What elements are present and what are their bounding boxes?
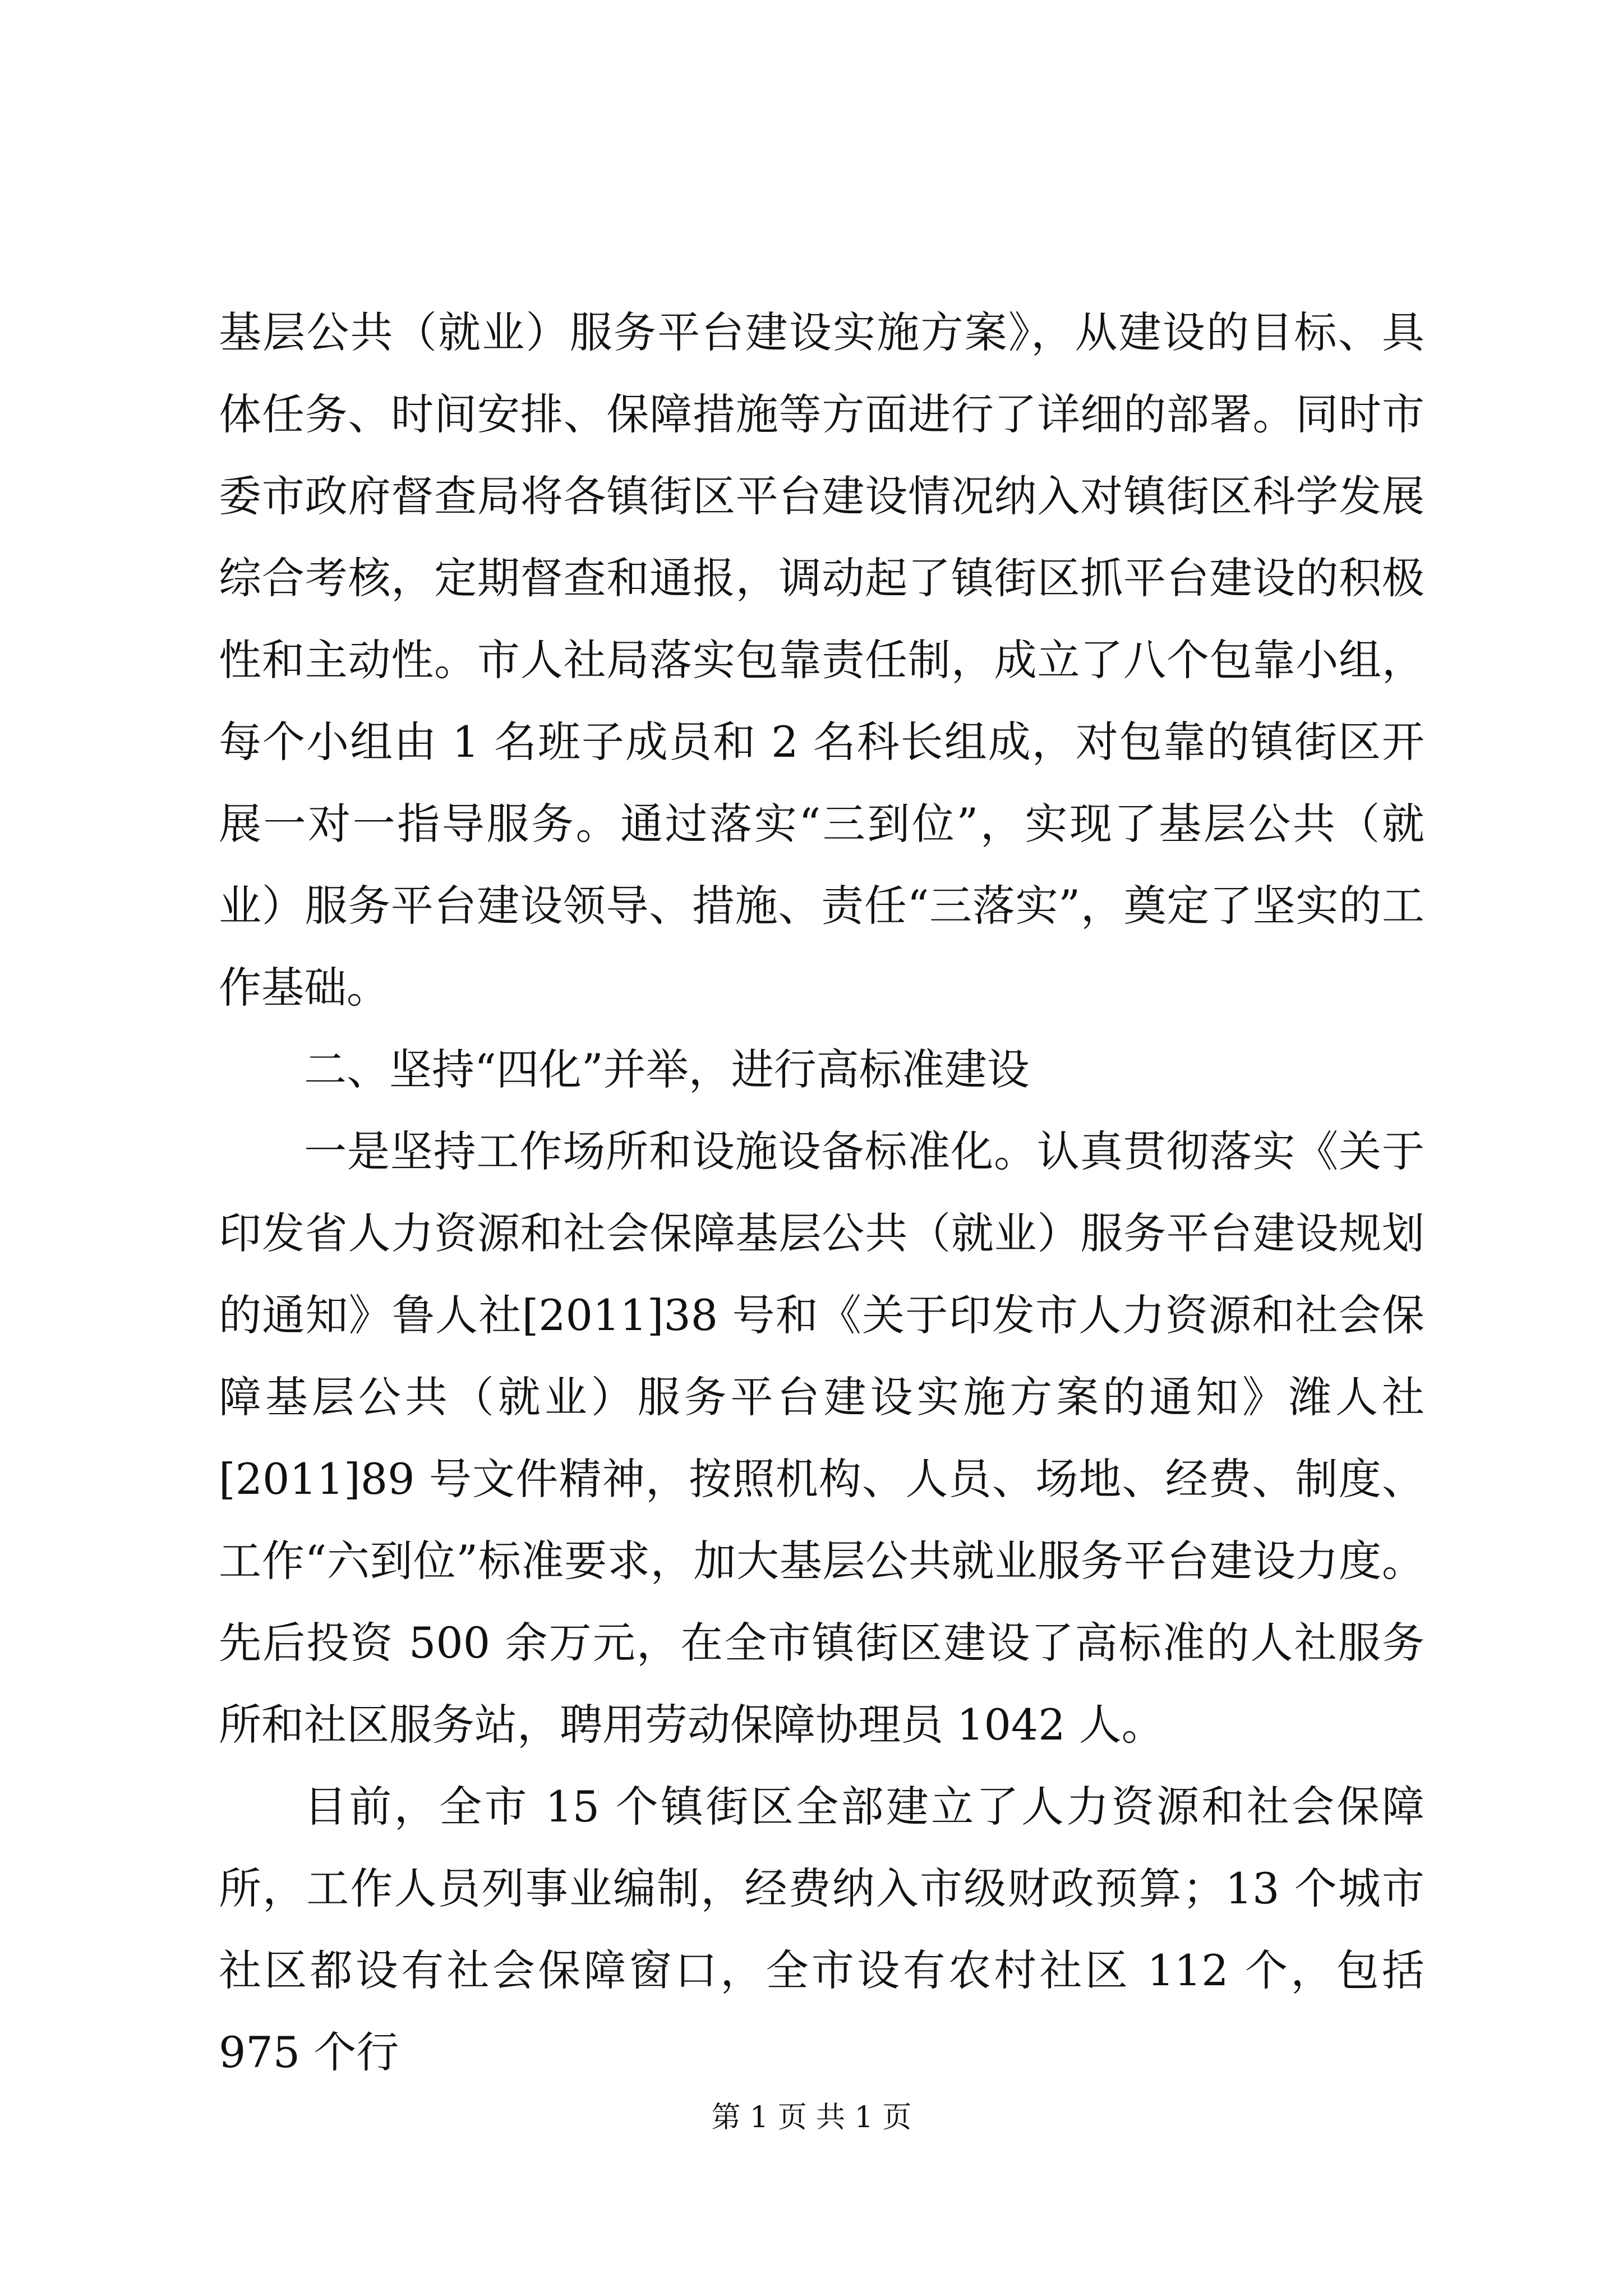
page-footer: 第 1 页 共 1 页 <box>711 2101 912 2134</box>
paragraph-3: 一是坚持工作场所和设施设备标准化。认真贯彻落实《关于印发省人力资源和社会保障基层公共（就业）服务平台建设规划的通知》鲁人社[2011]38 号和《关于印发市人力资源和社会保障基层公共（就业）服务平台建设实施方案的通知》潍人社[2011]89 号文件精神，按照机构、人员、场地、经费、制度、工作“六到位”标准要求，加大基层公共就业服务平台建设力度。先后投资 500 余万元，在全市镇街区建设了高标准的人社服务所和社区服务站，聘用劳动保障协理员 1042 人。 <box>219 1126 1424 1750</box>
section-heading: 二、坚持“四化”并举，进行高标准建设 <box>304 1045 1030 1094</box>
paragraph-4: 目前，全市 15 个镇街区全部建立了人力资源和社会保障所，工作人员列事业编制，经费纳入市级财政预算；13 个城市社区都设有社会保障窗口，全市设有农村社区 112 个，包括 975 个行 <box>219 1782 1424 2077</box>
paragraph-1: 基层公共（就业）服务平台建设实施方案》，从建设的目标、具体任务、时间安排、保障措施等方面进行了详细的部署。同时市委市政府督查局将各镇街区平台建设情况纳入对镇街区科学发展综合考核，定期督查和通报，调动起了镇街区抓平台建设的积极性和主动性。市人社局落实包靠责任制，成立了八个包靠小组，每个小组由 1 名班子成员和 2 名科长组成，对包靠的镇街区开展一对一指导服务。通过落实“三到位”，实现了基层公共（就业）服务平台建设领导、措施、责任“三落实”，奠定了坚实的工作基础。 <box>219 307 1424 1013</box>
document-body <box>219 292 1424 2093</box>
